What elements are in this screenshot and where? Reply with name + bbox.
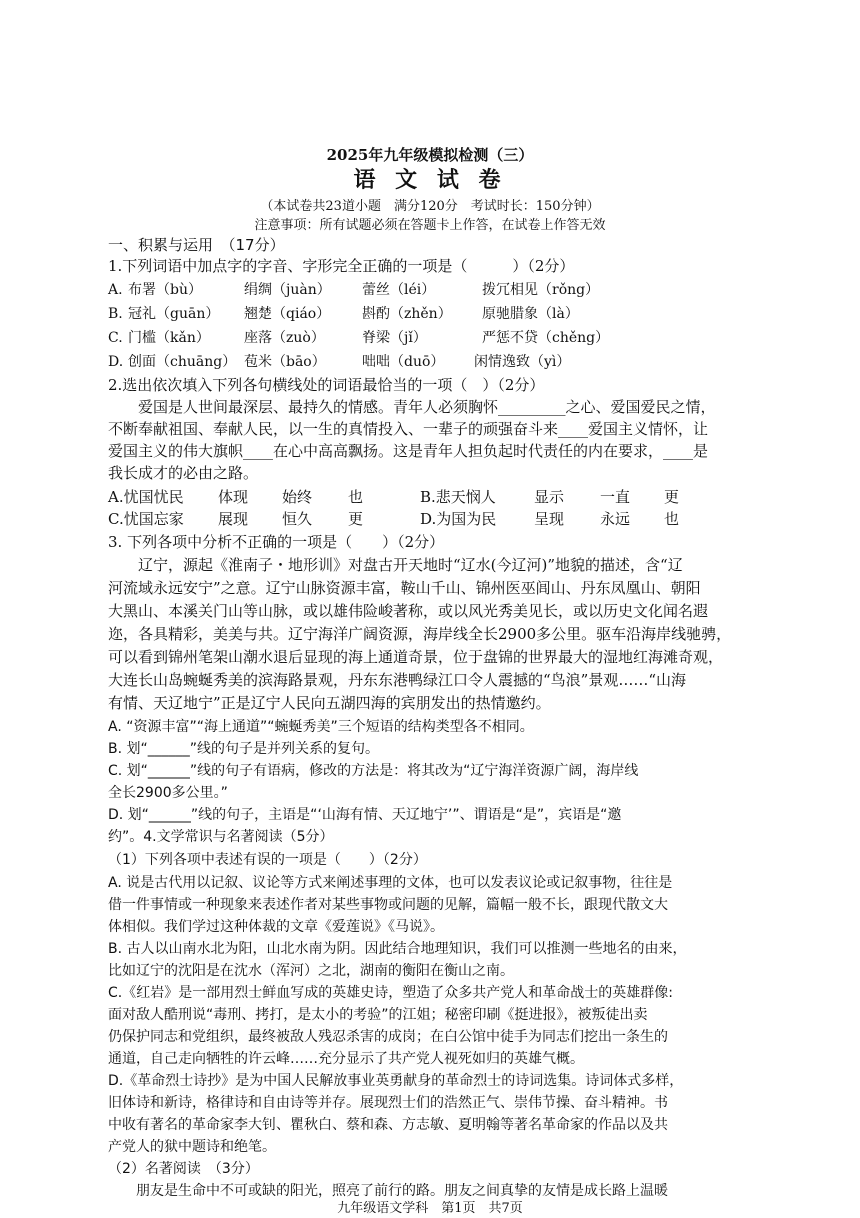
q3-passage-line: 河流域永远安宁”之意。辽宁山脉资源丰富，鞍山千山、锦州医巫闾山、丹东凤凰山、朝阳 xyxy=(108,579,701,597)
q2-option-c-label: C.忧国忘家 xyxy=(108,510,184,528)
q2-stem: 2.选出依次填入下列各句横线处的词语最恰当的一项（ ）（2分） xyxy=(108,376,545,394)
subject-title: 语 文 试 卷 xyxy=(353,167,507,193)
q3-passage-line: 大连长山岛蜿蜒秀美的滨海路景观，丹东东港鸭绿江口令人震撼的“鸟浪”景观……“山海 xyxy=(108,671,687,689)
q4-option-line: 体相似。我们学过这种体裁的文章《爱莲说》《马说》。 xyxy=(108,919,444,935)
q1-option-d-label: D. xyxy=(108,354,124,370)
q3-option-line: A. “资源丰富”“海上通道”“蜿蜒秀美”三个短语的结构类型各不相同。 xyxy=(108,719,534,735)
q4-option-line: D.《革命烈士诗抄》是为中国人民解放事业英勇献身的革命烈士的诗词选集。诗词体式多样， xyxy=(108,1073,684,1089)
q2-option-b-word1: 显示 xyxy=(534,488,565,506)
q4-option-line: 比如辽宁的沈阳是在沈水（浑河）之北，湖南的衡阳在衡山之南。 xyxy=(108,963,514,979)
q2-option-c-word2: 恒久 xyxy=(282,510,313,528)
q1-option-a-item2: 绢绸（juàn） xyxy=(244,282,331,298)
q3-passage-line: 迩，各具精彩，美美与共。辽宁海洋广阔资源，海岸线全长2900多公里。驱车沿海岸线驰骋， xyxy=(108,625,732,643)
q4-option-line: 仍保护同志和党组织，最终被敌人残忍杀害的成岗；在白公馆中徒手为同志们挖出一条生的 xyxy=(108,1029,668,1045)
q2-option-b-word2: 一直 xyxy=(600,488,631,506)
q1-option-a-item1: 布署（bù） xyxy=(128,282,202,298)
q1-option-b-label: B. xyxy=(108,306,123,322)
exam-info: （本试卷共23道小题 满分120分 考试时长：150分钟） xyxy=(260,199,600,214)
q2-option-d-label: D.为国为民 xyxy=(420,510,497,528)
q1-option-b-item2: 翘楚（qiáo） xyxy=(244,306,331,322)
q2-option-d-word1: 呈现 xyxy=(534,510,565,528)
q2-option-c-word3: 更 xyxy=(348,510,364,528)
page-footer: 九年级语文学科 第1页 共7页 xyxy=(337,1201,523,1216)
q1-option-d-item4: 闲情逸致（yì） xyxy=(474,354,571,370)
q1-option-b-item1: 冠礼（guān） xyxy=(128,306,220,322)
q2-passage-line: 不断奉献祖国、奉献人民，以一生的真情投入、一辈子的顽强奋斗来____爱国主义情怀，让 xyxy=(108,420,709,438)
exam-title: 2025年九年级模拟检测（三） xyxy=(326,146,534,164)
q1-option-d-item1: 创面（chuāng） xyxy=(128,354,237,370)
q2-passage-line: 爱国主义的伟大旗帜____在心中高高飘扬。这是青年人担负起时代责任的内在要求，____是 xyxy=(108,442,709,460)
q1-option-b-item4: 原驰腊象（là） xyxy=(482,306,579,322)
q3-option-line: D. 划“______”线的句子，主语是“‘山海有情、天辽地宁’”、谓语是“是”，宾语是“邀 xyxy=(108,807,622,823)
q2-option-d-word3: 也 xyxy=(664,510,680,528)
q3-passage-line: 大黑山、本溪关门山等山脉，或以雄伟险峻著称，或以风光秀美见长，或以历史文化闻名遐 xyxy=(108,602,709,620)
q4-sub1-stem: （1）下列各项中表述有误的一项是（ ）（2分） xyxy=(108,852,427,868)
section1-heading: 一、积累与运用 （17分） xyxy=(108,236,285,254)
q1-option-c-item2: 座落（zuò） xyxy=(244,330,325,346)
q1-option-a-label: A. xyxy=(108,282,123,298)
q1-option-c-label: C. xyxy=(108,330,123,346)
q3-passage-line: 可以看到锦州笔架山潮水退后显现的海上通道奇景，位于盘锦的世界最大的湿地红海滩奇观， xyxy=(108,648,724,666)
q4-option-line: C.《红岩》是一部用烈士鲜血写成的英雄史诗，塑造了众多共产党人和革命战士的英雄群像: xyxy=(108,985,673,1001)
q2-option-a-word1: 体现 xyxy=(218,488,249,506)
q4-option-line: 旧体诗和新诗，格律诗和自由诗等并存。展现烈士们的浩然正气、崇伟节操、奋斗精神。书 xyxy=(108,1095,668,1111)
q2-passage-line: 我长成才的必由之路。 xyxy=(108,464,259,482)
q4-option-line: 面对敌人酷刑说“毒刑、拷打，是太小的考验”的江姐；秘密印刷《挺进报》，被叛徒出卖 xyxy=(108,1007,648,1023)
q1-option-a-item3: 蕾丝（léi） xyxy=(362,282,436,298)
q3-option-line: B. 划“______”线的句子是并列关系的复句。 xyxy=(108,741,380,757)
q4-option-line: 中收有著名的革命家李大钊、瞿秋白、蔡和森、方志敏、夏明翰等著名革命家的作品以及共 xyxy=(108,1117,668,1133)
q3-passage-line: 有情、天辽地宁”正是辽宁人民向五湖四海的宾朋发出的热情邀约。 xyxy=(108,694,551,712)
q3-option-line: C. 划“______”线的句子有语病，修改的方法是：将其改为“辽宁海洋资源广阔，海岸线 xyxy=(108,763,639,779)
q2-option-b-label: B.悲天悯人 xyxy=(420,488,496,506)
q4-sub2-stem: （2）名著阅读 （3分） xyxy=(108,1161,259,1177)
q4-option-line: 借一件事情或一种现象来表述作者对某些事物或问题的见解，篇幅一般不长，跟现代散文大 xyxy=(108,897,668,913)
q1-option-d-item2: 苞米（bāo） xyxy=(244,354,326,370)
q1-option-d-item3: 咄咄（duō） xyxy=(362,354,445,370)
q3-option-line: 全长2900多公里。” xyxy=(108,785,228,801)
q2-option-c-word1: 展现 xyxy=(218,510,249,528)
q2-option-d-word2: 永远 xyxy=(600,510,631,528)
q3-option-line: 约”。4.文学常识与名著阅读（5分） xyxy=(108,829,334,845)
q4-option-line: 通道，自己走向牺牲的许云峰……充分显示了共产党人视死如归的英雄气概。 xyxy=(108,1051,584,1067)
q1-option-c-item1: 门槛（kǎn） xyxy=(128,330,210,346)
q2-option-a-word2: 始终 xyxy=(282,488,313,506)
q1-stem: 1.下列词语中加点字的字音、字形完全正确的一项是（ ）（2分） xyxy=(108,257,575,275)
q4-option-line: B. 古人以山南水北为阳，山北水南为阴。因此结合地理知识，我们可以推测一些地名的由来， xyxy=(108,941,687,957)
notice: 注意事项：所有试题必须在答题卡上作答，在试卷上作答无效 xyxy=(254,218,606,233)
q3-stem: 3. 下列各项中分析不正确的一项是（ ）（2分） xyxy=(108,533,445,551)
q1-option-c-item3: 脊梁（jǐ） xyxy=(362,330,427,346)
q1-option-c-item4: 严惩不贷（chěng） xyxy=(482,330,610,346)
q2-option-b-word3: 更 xyxy=(664,488,680,506)
q2-option-a-word3: 也 xyxy=(348,488,364,506)
q1-option-b-item3: 斟酌（zhěn） xyxy=(362,306,452,322)
q2-passage-line: 爱国是人世间最深层、最持久的情感。青年人必须胸怀_________之心、爱国爱民之情， xyxy=(108,398,716,416)
q1-option-a-item4: 拨冗相见（rǒng） xyxy=(482,282,600,298)
q4-option-line: A. 说是古代用以记叙、议论等方式来阐述事理的文体，也可以发表议论或记叙事物，往往是 xyxy=(108,875,673,891)
q2-option-a-label: A.忧国忧民 xyxy=(108,488,184,506)
q4-option-line: 产党人的狱中题诗和绝笔。 xyxy=(108,1139,276,1155)
q3-passage-line: 辽宁，源起《淮南子・地形训》对盘古开天地时“辽水(今辽河)”地貌的描述，含“辽 xyxy=(108,556,683,574)
q4-sub2-text: 朋友是生命中不可或缺的阳光，照亮了前行的路。朋友之间真挚的友情是成长路上温暖 xyxy=(108,1183,668,1199)
